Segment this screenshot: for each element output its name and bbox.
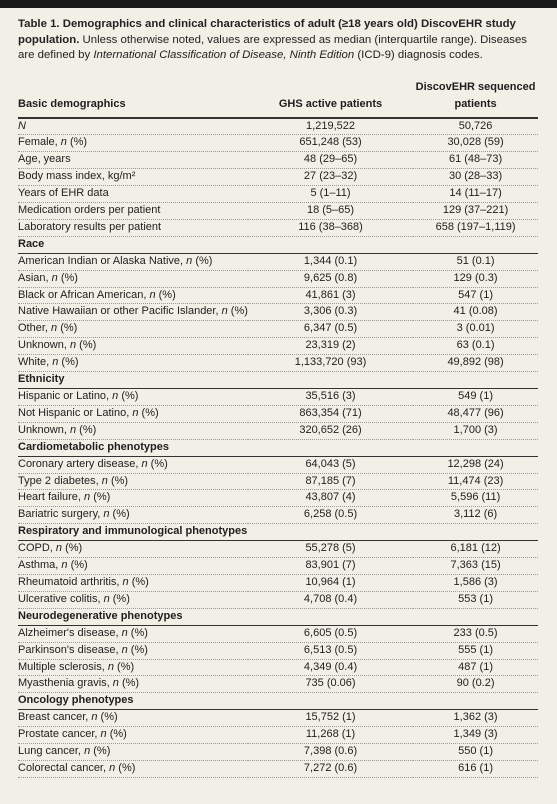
caption-text-1: Unless otherwise noted, values are expressed as median (interquartile range). Diseases are defined by xyxy=(18,33,528,61)
caption-title: Table 1. Demographics and clinical characteristics of adult (≥18 years old) DiscovEHR study population. xyxy=(18,18,516,46)
discovehr-value: 7,363 (15) xyxy=(413,558,538,575)
ghs-value: 320,652 (26) xyxy=(248,422,413,439)
discovehr-value: 549 (1) xyxy=(413,389,538,406)
table-row xyxy=(18,169,538,186)
ghs-value: 6,513 (0.5) xyxy=(248,642,413,659)
section-label: Cardiometabolic phenotypes xyxy=(18,439,538,456)
row-label: Laboratory results per patient xyxy=(18,219,248,236)
discovehr-value: 616 (1) xyxy=(413,760,538,777)
ghs-value: 48 (29–65) xyxy=(248,152,413,169)
table-row xyxy=(18,710,538,727)
discovehr-value: 90 (0.2) xyxy=(413,676,538,693)
row-label: Asian, n (%) xyxy=(18,270,248,287)
table-row xyxy=(18,270,538,287)
table-row xyxy=(18,473,538,490)
table-row xyxy=(18,405,538,422)
table-row xyxy=(18,642,538,659)
ghs-value: 116 (38–368) xyxy=(248,219,413,236)
discovehr-value: 41 (0.08) xyxy=(413,304,538,321)
table-row xyxy=(18,321,538,338)
discovehr-value: 1,700 (3) xyxy=(413,422,538,439)
row-label: Not Hispanic or Latino, n (%) xyxy=(18,405,248,422)
top-bar xyxy=(0,0,557,8)
ghs-value: 4,349 (0.4) xyxy=(248,659,413,676)
row-label: Alzheimer's disease, n (%) xyxy=(18,625,248,642)
section-header-row xyxy=(18,608,538,625)
table-row xyxy=(18,574,538,591)
table-row xyxy=(18,219,538,236)
discovehr-value: 233 (0.5) xyxy=(413,625,538,642)
ghs-value: 863,354 (71) xyxy=(248,405,413,422)
ghs-value: 5 (1–11) xyxy=(248,186,413,203)
discovehr-value: 547 (1) xyxy=(413,287,538,304)
ghs-value: 55,278 (5) xyxy=(248,541,413,558)
table-row xyxy=(18,760,538,777)
ghs-value: 64,043 (5) xyxy=(248,456,413,473)
discovehr-value: 5,596 (11) xyxy=(413,490,538,507)
row-label: Multiple sclerosis, n (%) xyxy=(18,659,248,676)
discovehr-value: 1,586 (3) xyxy=(413,574,538,591)
ghs-value: 7,272 (0.6) xyxy=(248,760,413,777)
row-label: Type 2 diabetes, n (%) xyxy=(18,473,248,490)
discovehr-value: 129 (37–221) xyxy=(413,203,538,220)
ghs-value: 43,807 (4) xyxy=(248,490,413,507)
header-ghs-active: GHS active patients xyxy=(248,79,413,118)
ghs-value: 27 (23–32) xyxy=(248,169,413,186)
discovehr-value: 14 (11–17) xyxy=(413,186,538,203)
row-label: Colorectal cancer, n (%) xyxy=(18,760,248,777)
row-label: Rheumatoid arthritis, n (%) xyxy=(18,574,248,591)
table-row xyxy=(18,659,538,676)
table-row xyxy=(18,186,538,203)
table-row xyxy=(18,389,538,406)
section-label: Respiratory and immunological phenotypes xyxy=(18,524,538,541)
table-row xyxy=(18,744,538,761)
table-row xyxy=(18,355,538,372)
row-label: Bariatric surgery, n (%) xyxy=(18,507,248,524)
row-label: Black or African American, n (%) xyxy=(18,287,248,304)
caption-text-2: (ICD-9) diagnosis codes. xyxy=(354,49,483,61)
section-header-row xyxy=(18,693,538,710)
ghs-value: 10,964 (1) xyxy=(248,574,413,591)
table-body xyxy=(18,118,538,778)
row-label: Unknown, n (%) xyxy=(18,422,248,439)
header-discovehr-sequenced: DiscovEHR sequenced patients xyxy=(413,79,538,118)
ghs-value: 1,219,522 xyxy=(248,118,413,135)
row-label: Asthma, n (%) xyxy=(18,558,248,575)
table-row xyxy=(18,287,538,304)
discovehr-value: 48,477 (96) xyxy=(413,405,538,422)
ghs-value: 1,133,720 (93) xyxy=(248,355,413,372)
row-label: Ulcerative colitis, n (%) xyxy=(18,591,248,608)
discovehr-value: 1,362 (3) xyxy=(413,710,538,727)
table-caption xyxy=(18,17,543,64)
ghs-value: 41,861 (3) xyxy=(248,287,413,304)
ghs-value: 735 (0.06) xyxy=(248,676,413,693)
discovehr-value: 555 (1) xyxy=(413,642,538,659)
discovehr-value: 30 (28–33) xyxy=(413,169,538,186)
row-label: Unknown, n (%) xyxy=(18,338,248,355)
discovehr-value: 49,892 (98) xyxy=(413,355,538,372)
discovehr-value: 63 (0.1) xyxy=(413,338,538,355)
section-label: Ethnicity xyxy=(18,372,538,389)
section-label: Oncology phenotypes xyxy=(18,693,538,710)
row-label: American Indian or Alaska Native, n (%) xyxy=(18,253,248,270)
section-header-row xyxy=(18,372,538,389)
ghs-value: 6,258 (0.5) xyxy=(248,507,413,524)
discovehr-value: 1,349 (3) xyxy=(413,727,538,744)
ghs-value: 1,344 (0.1) xyxy=(248,253,413,270)
row-label: Breast cancer, n (%) xyxy=(18,710,248,727)
table-row xyxy=(18,727,538,744)
discovehr-value: 550 (1) xyxy=(413,744,538,761)
row-label: Medication orders per patient xyxy=(18,203,248,220)
row-label: Native Hawaiian or other Pacific Islander, n (%) xyxy=(18,304,248,321)
row-label: Prostate cancer, n (%) xyxy=(18,727,248,744)
row-label: Age, years xyxy=(18,152,248,169)
section-header-row xyxy=(18,439,538,456)
section-header-row xyxy=(18,524,538,541)
table-row xyxy=(18,422,538,439)
discovehr-value: 51 (0.1) xyxy=(413,253,538,270)
header-row xyxy=(18,79,538,118)
row-label: Heart failure, n (%) xyxy=(18,490,248,507)
section-header-row xyxy=(18,236,538,253)
ghs-value: 6,605 (0.5) xyxy=(248,625,413,642)
row-label: Parkinson's disease, n (%) xyxy=(18,642,248,659)
ghs-value: 651,248 (53) xyxy=(248,135,413,152)
caption-italic: International Classification of Disease, Ninth Edition xyxy=(93,49,355,61)
row-label: COPD, n (%) xyxy=(18,541,248,558)
ghs-value: 4,708 (0.4) xyxy=(248,591,413,608)
ghs-value: 83,901 (7) xyxy=(248,558,413,575)
discovehr-value: 11,474 (23) xyxy=(413,473,538,490)
row-label: N xyxy=(18,118,248,135)
discovehr-value: 12,298 (24) xyxy=(413,456,538,473)
discovehr-value: 487 (1) xyxy=(413,659,538,676)
discovehr-value: 6,181 (12) xyxy=(413,541,538,558)
header-basic-demographics: Basic demographics xyxy=(18,79,248,118)
ghs-value: 87,185 (7) xyxy=(248,473,413,490)
section-label: Race xyxy=(18,236,538,253)
ghs-value: 18 (5–65) xyxy=(248,203,413,220)
table-row xyxy=(18,304,538,321)
table-row xyxy=(18,676,538,693)
discovehr-value: 61 (48–73) xyxy=(413,152,538,169)
ghs-value: 6,347 (0.5) xyxy=(248,321,413,338)
discovehr-value: 3,112 (6) xyxy=(413,507,538,524)
ghs-value: 7,398 (0.6) xyxy=(248,744,413,761)
row-label: White, n (%) xyxy=(18,355,248,372)
table-row xyxy=(18,152,538,169)
demographics-table xyxy=(18,79,538,778)
table-row xyxy=(18,338,538,355)
table-row xyxy=(18,203,538,220)
discovehr-value: 658 (197–1,119) xyxy=(413,219,538,236)
ghs-value: 23,319 (2) xyxy=(248,338,413,355)
discovehr-value: 30,028 (59) xyxy=(413,135,538,152)
ghs-value: 3,306 (0.3) xyxy=(248,304,413,321)
table-row xyxy=(18,591,538,608)
table-row xyxy=(18,625,538,642)
ghs-value: 15,752 (1) xyxy=(248,710,413,727)
table-row xyxy=(18,541,538,558)
table-row xyxy=(18,118,538,135)
table-row xyxy=(18,135,538,152)
row-label: Hispanic or Latino, n (%) xyxy=(18,389,248,406)
table-row xyxy=(18,507,538,524)
ghs-value: 9,625 (0.8) xyxy=(248,270,413,287)
row-label: Body mass index, kg/m² xyxy=(18,169,248,186)
row-label: Female, n (%) xyxy=(18,135,248,152)
ghs-value: 35,516 (3) xyxy=(248,389,413,406)
ghs-value: 11,268 (1) xyxy=(248,727,413,744)
row-label: Lung cancer, n (%) xyxy=(18,744,248,761)
table-row xyxy=(18,490,538,507)
discovehr-value: 553 (1) xyxy=(413,591,538,608)
discovehr-value: 129 (0.3) xyxy=(413,270,538,287)
row-label: Coronary artery disease, n (%) xyxy=(18,456,248,473)
row-label: Years of EHR data xyxy=(18,186,248,203)
table-row xyxy=(18,456,538,473)
discovehr-value: 50,726 xyxy=(413,118,538,135)
section-label: Neurodegenerative phenotypes xyxy=(18,608,538,625)
table-panel xyxy=(0,8,557,804)
table-row xyxy=(18,558,538,575)
discovehr-value: 3 (0.01) xyxy=(413,321,538,338)
row-label: Other, n (%) xyxy=(18,321,248,338)
row-label: Myasthenia gravis, n (%) xyxy=(18,676,248,693)
table-row xyxy=(18,253,538,270)
